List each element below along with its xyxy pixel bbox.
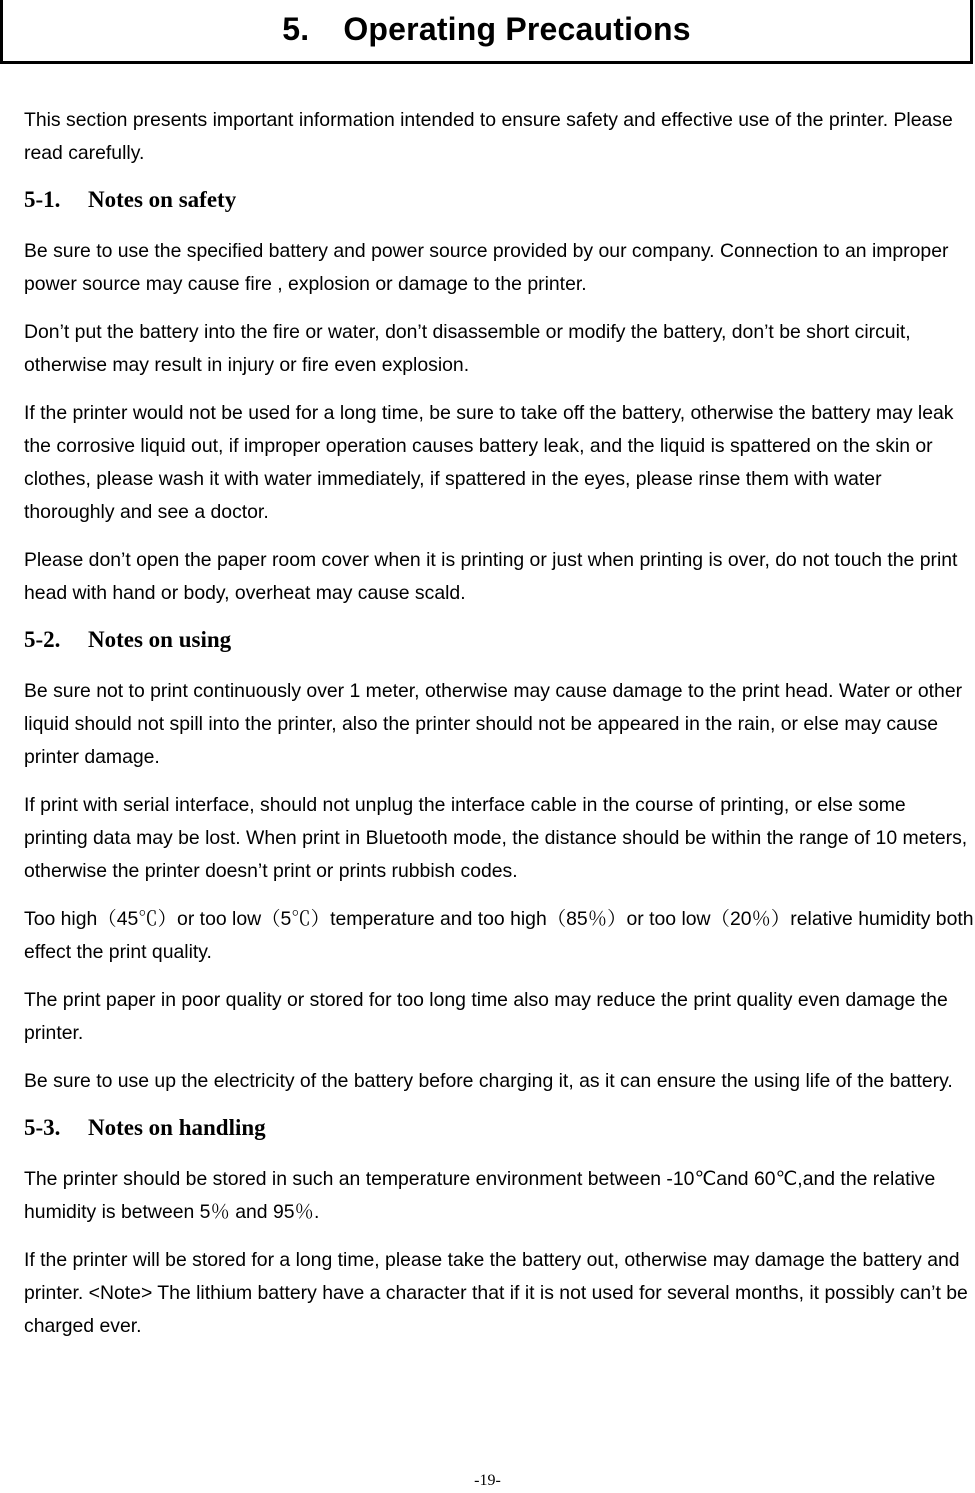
page-number: -19- bbox=[474, 1472, 501, 1489]
paragraph: The print paper in poor quality or stored for too long time also may reduce the print quality even damage the printer. bbox=[24, 989, 948, 1044]
section-title: Notes on handling bbox=[88, 1115, 266, 1140]
paragraph: Too high（45℃）or too low（5℃）temperature and too high（85％）or too low（20％）relative humidity both effect the print quality. bbox=[24, 908, 974, 963]
paragraph: Be sure to use up the electricity of the battery before charging it, as it can ensure the using life of the battery. bbox=[24, 1070, 953, 1092]
chapter-title bbox=[282, 11, 690, 48]
paragraph: Be sure to use the specified battery and power source provided by our company. Connection to an improper power source may cause fire , explosion or damage to the printer. bbox=[24, 240, 949, 295]
section-heading-safety bbox=[24, 185, 974, 215]
section-number: 5-3. bbox=[24, 1115, 61, 1140]
paragraph: Don’t put the battery into the fire or water, don’t disassemble or modify the battery, don’t be short circuit, otherwise may result in injury or fire even explosion. bbox=[24, 321, 911, 376]
section-heading-handling bbox=[24, 1113, 974, 1143]
section-number: 5-2. bbox=[24, 627, 61, 652]
section-heading-using bbox=[24, 625, 974, 655]
paragraph: If the printer would not be used for a long time, be sure to take off the battery, otherwise the battery may leak the corrosive liquid out, if improper operation causes battery leak, and the liquid is spattered on the skin or clothes, please wash it with water immediately, if spattered in the eyes, please rinse them with water thoroughly and see a doctor. bbox=[24, 402, 954, 523]
section-number: 5-1. bbox=[24, 187, 61, 212]
paragraph: Please don’t open the paper room cover when it is printing or just when printing is over, do not touch the print head with hand or body, overheat may cause scald. bbox=[24, 549, 958, 604]
chapter-title-text: Operating Precautions bbox=[343, 11, 691, 47]
paragraph: If print with serial interface, should not unplug the interface cable in the course of printing, or else some printing data may be lost. When print in Bluetooth mode, the distance should be within the range of 10 meters, otherwise the printer doesn’t print or prints rubbish codes. bbox=[24, 794, 968, 882]
section-title: Notes on safety bbox=[88, 187, 237, 212]
paragraph: If the printer will be stored for a long time, please take the battery out, otherwise may damage the battery and printer. <Note> The lithium battery have a character that if it is not used for several months, it possibly can’t be charged ever. bbox=[24, 1249, 968, 1337]
paragraph: The printer should be stored in such an temperature environment between -10℃and 60℃,and the relative humidity is between 5％ and 95％. bbox=[24, 1168, 936, 1223]
intro-paragraph: This section presents important information intended to ensure safety and effective use of the printer. Please read carefully. bbox=[24, 109, 953, 164]
paragraph: Be sure not to print continuously over 1 meter, otherwise may cause damage to the print head. Water or other liquid should not spill into the printer, also the printer should not be appeared in the rain, or else may cause printer damage. bbox=[24, 680, 963, 768]
chapter-title-box bbox=[0, 0, 973, 64]
page-content bbox=[24, 104, 974, 1358]
chapter-number: 5. bbox=[282, 11, 310, 47]
section-title: Notes on using bbox=[88, 627, 232, 652]
